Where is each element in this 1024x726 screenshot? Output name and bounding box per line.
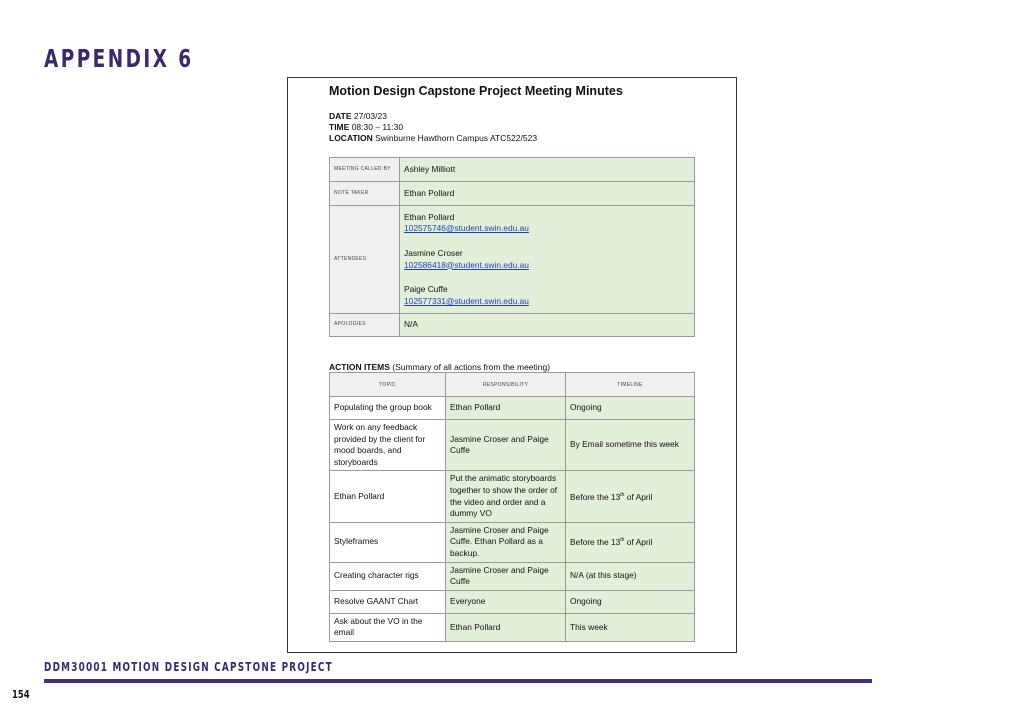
topic-cell: Resolve GAANT Chart xyxy=(330,590,446,613)
attendee-name: Paige Cuffe xyxy=(404,284,448,295)
responsibility-cell: Jasmine Croser and Paige Cuffe xyxy=(446,562,566,590)
footer-course-title: DDM30001 MOTION DESIGN CAPSTONE PROJECT xyxy=(44,660,333,674)
meeting-minutes-document xyxy=(287,77,737,653)
topic-cell: Styleframes xyxy=(330,522,446,562)
action-items-table xyxy=(329,372,695,642)
timeline-cell: This week xyxy=(566,613,695,641)
responsibility-cell: Jasmine Croser and Paige Cuffe. Ethan Pollard as a backup. xyxy=(446,522,566,562)
column-header-timeline: TIMELINE xyxy=(566,373,695,397)
timeline-cell: Ongoing xyxy=(566,397,695,420)
topic-cell: Creating character rigs xyxy=(330,562,446,590)
timeline-text: Before the 13 xyxy=(570,491,621,502)
responsibility-cell: Everyone xyxy=(446,590,566,613)
table-row xyxy=(330,206,695,314)
timeline-text: of April xyxy=(624,537,653,548)
apologies-label: APOLOGIES xyxy=(330,314,400,337)
ordinal-suffix: th xyxy=(620,537,625,544)
time-label: TIME xyxy=(329,122,350,132)
action-items-subtitle: (Summary of all actions from the meeting) xyxy=(392,362,551,372)
action-items-heading xyxy=(329,362,550,372)
table-row xyxy=(330,471,695,522)
date-value: 27/03/23 xyxy=(353,111,387,121)
date-label: DATE xyxy=(329,111,352,121)
table-row xyxy=(330,590,695,613)
timeline-cell xyxy=(566,522,695,562)
table-row xyxy=(330,182,695,206)
appendix-heading: APPENDIX 6 xyxy=(44,44,194,73)
table-row xyxy=(330,314,695,337)
attendee-email-link[interactable]: 102575746@student.swin.edu.au xyxy=(404,223,529,234)
attendee-name: Jasmine Croser xyxy=(404,247,463,258)
meeting-info-table xyxy=(329,157,695,337)
timeline-text: of April xyxy=(624,491,653,502)
action-items-label: ACTION ITEMS xyxy=(329,362,390,372)
timeline-cell: By Email sometime this week xyxy=(566,420,695,471)
location-value: Swinburne Hawthorn Campus ATC522/523 xyxy=(375,133,538,143)
column-header-topic: TOPIC xyxy=(330,373,446,397)
location-line xyxy=(329,133,537,143)
date-line xyxy=(329,111,387,121)
responsibility-cell: Jasmine Croser and Paige Cuffe xyxy=(446,420,566,471)
footer-divider xyxy=(44,679,872,683)
column-header-responsibility: RESPONSIBILITY xyxy=(446,373,566,397)
note-taker-value: Ethan Pollard xyxy=(400,182,695,206)
timeline-cell: N/A (at this stage) xyxy=(566,562,695,590)
table-row xyxy=(330,522,695,562)
attendee-email-link[interactable]: 102577331@student.swin.edu.au xyxy=(404,295,529,306)
attendee-name: Ethan Pollard xyxy=(404,211,455,222)
page-number: 154 xyxy=(12,688,30,701)
location-label: LOCATION xyxy=(329,133,373,143)
topic-cell: Work on any feedback provided by the client for mood boards, and storyboards xyxy=(330,420,446,471)
called-by-value: Ashley Milliott xyxy=(400,158,695,182)
attendees-label: ATTENDEES xyxy=(330,206,400,314)
note-taker-label: NOTE TAKER xyxy=(330,182,400,206)
timeline-text: Before the 13 xyxy=(570,537,621,548)
timeline-cell xyxy=(566,471,695,522)
table-row xyxy=(330,420,695,471)
topic-cell: Ethan Pollard xyxy=(330,471,446,522)
apologies-value: N/A xyxy=(400,314,695,337)
attendees-value xyxy=(400,206,695,314)
responsibility-cell: Ethan Pollard xyxy=(446,613,566,641)
time-value: 08:30 – 11:30 xyxy=(351,122,404,132)
table-header-row xyxy=(330,373,695,397)
topic-cell: Ask about the VO in the email xyxy=(330,613,446,641)
document-title: Motion Design Capstone Project Meeting Minutes xyxy=(329,84,623,98)
topic-cell: Populating the group book xyxy=(330,397,446,420)
table-row xyxy=(330,397,695,420)
table-row xyxy=(330,562,695,590)
timeline-cell: Ongoing xyxy=(566,590,695,613)
responsibility-cell: Ethan Pollard xyxy=(446,397,566,420)
time-line xyxy=(329,122,403,132)
responsibility-cell: Put the animatic storyboards together to show the order of the video and order and a dummy VO xyxy=(446,471,566,522)
ordinal-suffix: th xyxy=(620,491,625,498)
table-row xyxy=(330,613,695,641)
attendee-email-link[interactable]: 102586418@student.swin.edu.au xyxy=(404,259,529,270)
called-by-label: MEETING CALLED BY xyxy=(330,158,400,182)
table-row xyxy=(330,158,695,182)
